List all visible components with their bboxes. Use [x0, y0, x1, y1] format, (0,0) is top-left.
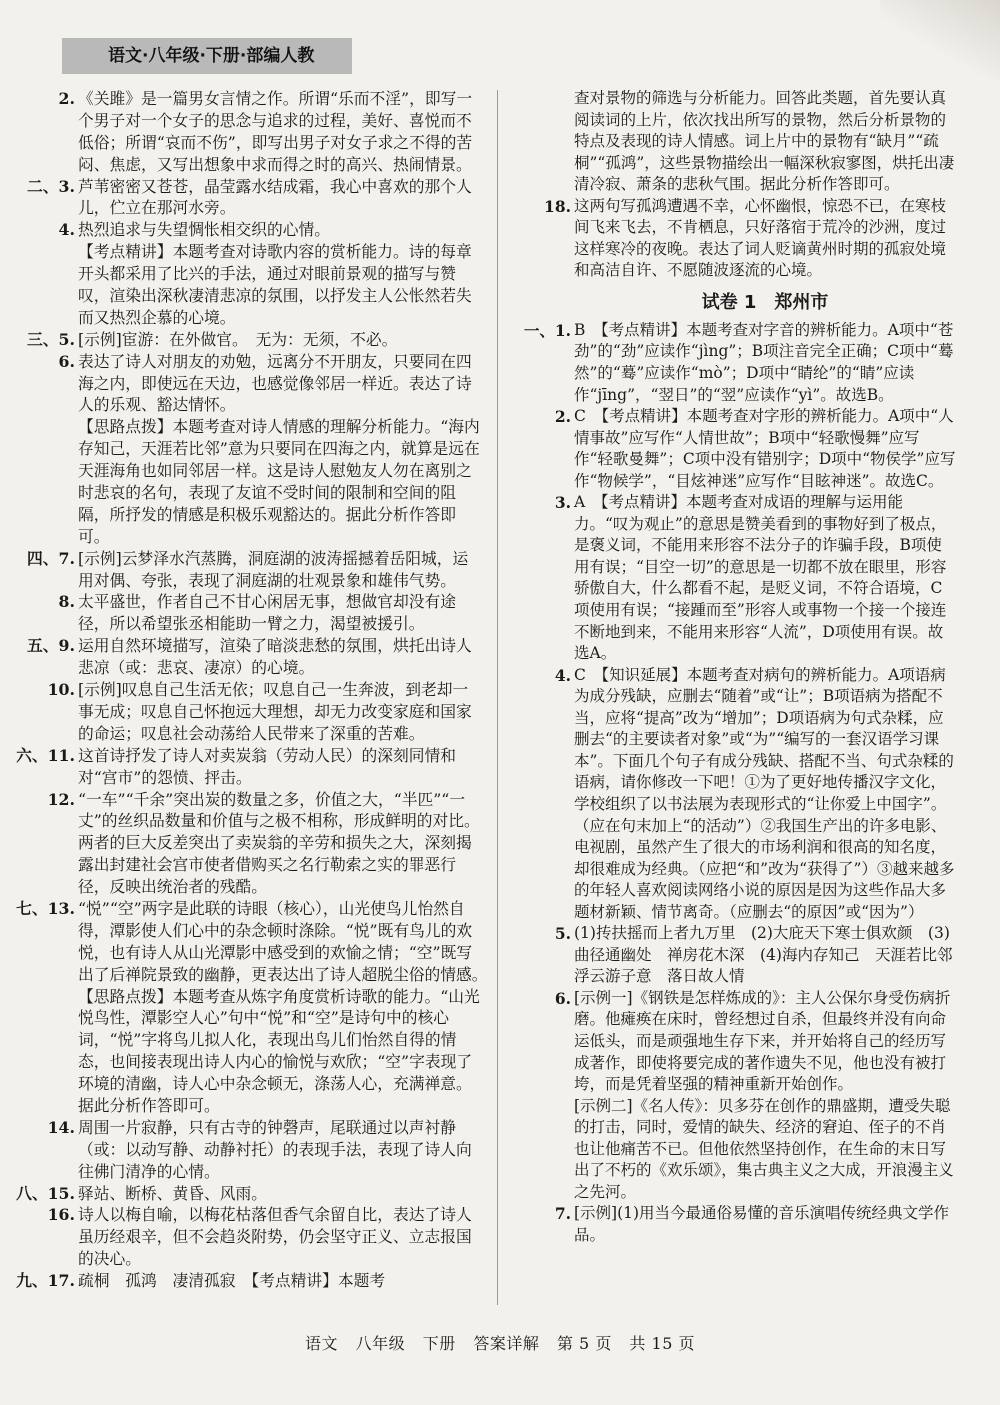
answer-text: “悦”“空”两字是此联的诗眼（核心），山光使鸟儿怡然自得，潭影使人们心中的杂念顿时涤除。“悦”既有鸟儿的欢悦，也有诗人从山光潭影中感受到的欢愉之情；“空”既写出了后禅院景致的幽静，更表达出了诗人超脱尘俗的情感。 【思路点拨】本题考查从炼字角度赏析诗歌的能力。“山光悦鸟性，潭影空人心”句中“悦”和“空”是诗句中的核心词，“悦”字将鸟儿拟人化，表现出鸟儿们怡然自得的情态，也间接表现出诗人内心的愉悦与欢欣；“空”字表现了环境的清幽，诗人心中杂念顿无，涤荡人心，充满禅意。据此分析作答即可。 [78, 898, 496, 1115]
answer-item [58, 591, 482, 635]
page-footer [0, 1331, 1000, 1354]
right-column [523, 88, 968, 1246]
answer-text: 芦苇密密又苍苍，晶莹露水结成霜，我心中喜欢的那个人儿，伫立在那河水旁。 [78, 176, 472, 218]
book-header: 语文·八年级·下册·部编人教 [108, 46, 315, 66]
question-number: 18. [544, 196, 571, 216]
answer-item [554, 492, 956, 664]
question-number: 3. [554, 493, 571, 513]
question-number: 10. [47, 680, 75, 700]
answer-item [554, 1203, 956, 1246]
answer-item [78, 241, 482, 329]
answer-item [27, 329, 482, 351]
answer-text: C 【考点精讲】本题考查对字形的辨析能力。A项中“人情事故”应写作“人情世故”；B项中“轻歌慢舞”应写作“轻歌曼舞”；C项中没有错别字；D项中“物侯学”应写作“物候学”，“目炫神迷”应写作“目眩神迷”。故选C。 [574, 407, 956, 490]
footer-total: 共 15 页 [629, 1334, 695, 1353]
answer-text: “一车”“千余”突出炭的数量之多，价值之大，“半匹”“一丈”的丝织品数量和价值与之极不相称，形成鲜明的对比。两者的巨大反差突出了卖炭翁的辛劳和损失之大，深刻揭露出封建社会宫市使者借购买之名行勒索之实的罪恶行径，反映出统治者的残酷。 [78, 789, 480, 897]
answer-text: [示例二]《名人传》：贝多芬在创作的鼎盛期，遭受失聪的打击，同时，爱情的缺失、经济的窘迫、侄子的不肖也让他痛苦不已。但他依然坚持创作，在生命的末日写出了不朽的《欢乐颂》，集古典主义之大成，开浪漫主义之先河。 [574, 1096, 954, 1201]
question-number: 五、9. [27, 636, 75, 656]
answer-text: 运用自然环境描写，渲染了暗淡悲愁的氛围，烘托出诗人悲凉（或：悲哀、凄凉）的心境。 [78, 636, 472, 678]
section-title: 试卷 1 郑州市 [701, 291, 829, 313]
answer-text: 这两句写孤鸿遭遇不幸，心怀幽恨，惊恐不已，在寒枝间飞来飞去，不肯栖息，只好落宿于荒冷的沙洲，度过这样寒冷的夜晚。表达了词人贬谪黄州时期的孤寂处境和高洁自许、不愿随波逐流的心境。 [574, 196, 947, 280]
question-number: 一、1. [523, 320, 571, 340]
answer-text: [示例]宦游：在外做官。 无为：无须，不必。 [78, 329, 398, 349]
answer-item [16, 898, 496, 1117]
answer-text: 驿站、断桥、黄昏、风雨。 [78, 1183, 267, 1203]
question-number: 7. [554, 1204, 571, 1224]
question-number: 4. [554, 665, 571, 685]
question-number: 六、11. [16, 745, 75, 765]
footer-volume: 下册 [422, 1334, 456, 1353]
answer-text: C 【知识延展】本题考查对病句的辨析能力。A项语病为成分残缺，应删去“随着”或“让”；B项语病为搭配不当，应将“提高”改为“增加”；D项语病为句式杂糅，应删去“的主要读者对象”或“为”“编写的一套汉语学习课本”。下面几个句子有成分残缺、搭配不当、句式杂糅的语病，请你修改一下吧！①为了更好地传播汉字文化，学校组织了以书法展为表现形式的“让你爱上中国字”。（应在句末加上“的活动”）②我国生产出的许多电影、电视剧，虽然产生了很大的市场利润和很高的知名度，却很难成为经典。（应把“和”改为“获得了”）③越来越多的年轻人喜欢阅读网络小说的原因是因为这些作品大多题材新颖、情节离奇。（应删去“的原因”或“因为”） [574, 665, 955, 921]
answer-text: [示例](1)用当今最通俗易懂的音乐演唱传统经典文学作品。 [574, 1204, 950, 1244]
answer-group-before [544, 196, 956, 282]
answer-item [16, 1270, 482, 1292]
question-number: 2. [58, 89, 75, 108]
answer-item [523, 320, 956, 406]
question-number: 12. [47, 789, 75, 809]
column-divider [497, 90, 498, 1305]
answer-text: 【考点精讲】本题考查对诗歌内容的赏析能力。诗的每章开头都采用了比兴的手法，通过对眼前景观的描写与赞叹，渲染出深秋凄清悲凉的氛围，以抒发主人公怅然若失而又热烈企慕的心境。 [78, 242, 472, 327]
answer-item [27, 635, 482, 679]
answer-text: B 【考点精讲】本题考查对字音的辨析能力。A项中“苍劲”的“劲”应读作“jìng”；B项注音完全正确；C项中“蓦然”的“蓦”应读作“mò”；D项中“睛纶”的“睛”应读作“jīng”，“翌日”的“翌”应读作“yì”。故选B。 [574, 320, 954, 404]
question-number: 九、17. [16, 1271, 75, 1291]
answer-text: [示例]叹息自己生活无依；叹息自己一生奔波，到老却一事无成；叹息自己怀抱远大理想，却无力改变家庭和国家的命运；叹息社会动荡给人民带来了深重的苦难。 [78, 680, 472, 743]
page-corner-fold [880, 0, 1000, 80]
answer-item [58, 219, 482, 241]
answer-item [554, 665, 956, 924]
answer-group-after [523, 320, 968, 1247]
answer-item [16, 745, 482, 789]
question-number: 8. [58, 592, 75, 612]
footer-type: 答案详解 [473, 1334, 540, 1353]
answer-text: (1)抟扶摇而上者九万里 (2)大庇天下寒士俱欢颜 (3)曲径通幽处 禅房花木深 (4)海内存知己 天涯若比邻 浮云游子意 落日故人情 [574, 924, 968, 986]
answer-item [78, 416, 482, 547]
answer-text: 疏桐 孤鸿 凄清孤寂 【考点精讲】本题考 [78, 1271, 386, 1291]
left-column [16, 88, 496, 1292]
answer-item [27, 176, 482, 220]
answer-item [58, 88, 482, 176]
answer-item [554, 406, 956, 492]
question-number: 二、3. [27, 176, 75, 196]
question-number: 6. [58, 351, 75, 371]
answer-text: 太平盛世，作者自己不甘心闲居无事，想做官却没有途径，所以希望张丞相能助一臂之力，渴望被援引。 [78, 592, 456, 634]
answer-item [27, 548, 482, 592]
question-number: 5. [554, 924, 571, 944]
footer-grade: 八年级 [355, 1334, 406, 1353]
question-number: 6. [554, 988, 571, 1008]
answer-item [554, 988, 956, 1096]
answer-text: 表达了诗人对朋友的劝勉，远离分不开朋友，只要同在四海之内，即使远在天边，也感觉像邻居一样近。表达了诗人的乐观、豁达情怀。 [78, 351, 472, 415]
answer-item [574, 1096, 956, 1204]
answer-item [47, 1117, 482, 1183]
answer-text: 《关雎》是一篇男女言情之作。所谓“乐而不淫”，即写一个男子对一个女子的思念与追求的过程，美好、喜悦而不低俗；所谓“哀而不伤”，即写出男子对女子求之不得的苦闷、焦虑，又写出想象中求而得之时的高兴、热闹情景。 [78, 89, 473, 174]
question-number: 七、13. [16, 898, 75, 918]
answer-text: [示例一]《钢铁是怎样炼成的》：主人公保尔身受伤病折磨。他瘫痪在床时，曾经想过自杀，但最终并没有向命运低头，而是顽强地生存下来，并开始将自己的经历写成著作，即使将要完成的著作遗失不见，他也没有被打垮，而是凭着坚强的精神重新开始创作。 [574, 988, 951, 1094]
footer-subject: 语文 [305, 1334, 339, 1353]
answer-text: 诗人以梅自喻，以梅花枯落但香气余留自比，表达了诗人虽历经艰辛，但不会趋炎附势，仍会坚守正义、立志报国的决心。 [78, 1205, 472, 1269]
answer-item [47, 679, 482, 745]
answer-text: [示例]云梦泽水汽蒸腾，洞庭湖的波涛摇撼着岳阳城，运用对偶、夸张，表现了洞庭湖的壮观景象和雄伟气势。 [78, 548, 469, 590]
footer-page: 第 5 页 [556, 1334, 612, 1353]
answer-text: 这首诗抒发了诗人对卖炭翁（劳动人民）的深刻同情和对“宫市”的怨愤、抨击。 [78, 745, 456, 787]
answer-text: A 【考点精讲】本题考查对成语的理解与运用能力。“叹为观止”的意思是赞美看到的事物好到了极点，是褒义词，不能用来形容不法分子的诈骗手段，B项使用有误；“目空一切”的意思是一切都不放在眼里，形容骄傲自大，什么都看不起，是贬义词，不符合语境，C项使用有误；“接踵而至”形容人或事物一个接一个接连不断地到来，不能用来形容“人流”，D项使用有误。故选A。 [574, 493, 947, 663]
answer-item [554, 923, 968, 988]
answer-text: 周围一片寂静，只有古寺的钟磬声，尾联通过以声衬静（或：以动写静、动静衬托）的表现手法，表现了诗人向往佛门清净的心情。 [78, 1117, 472, 1181]
answer-item [47, 789, 482, 898]
answer-item [58, 351, 482, 417]
question-number: 14. [47, 1117, 75, 1137]
answer-item [544, 196, 956, 282]
question-number: 4. [58, 220, 75, 240]
answer-item [16, 1183, 482, 1205]
question-number: 2. [554, 407, 571, 427]
answer-continuation: 查对景物的筛选与分析能力。回答此类题，首先要认真阅读词的上片，依次找出所写的景物，然后分析景物的特点及表现的诗人情感。词上片中的景物有“缺月”“疏桐”“孤鸿”，这些景物描绘出一幅深秋寂寥图，烘托出凄清冷寂、萧条的悲秋气围。据此分析作答即可。 [574, 89, 955, 194]
answer-text: 热烈追求与失望惆怅相交织的心情。 [78, 220, 330, 240]
question-number: 八、15. [16, 1183, 75, 1203]
answer-text: 【思路点拨】本题考查对诗人情感的理解分析能力。“海内存知己，天涯若比邻”意为只要同在四海之内，就算是远在天涯海角也如同邻居一样。这是诗人慰勉友人勿在离别之时悲哀的名句，表现了友谊不受时间的限制和空间的阻隔，所抒发的情感是积极乐观豁达的。据此分析作答即可。 [78, 417, 480, 546]
question-number: 三、5. [27, 329, 75, 349]
question-number: 四、7. [27, 548, 75, 568]
answer-item [47, 1204, 482, 1270]
question-number: 16. [47, 1205, 75, 1225]
